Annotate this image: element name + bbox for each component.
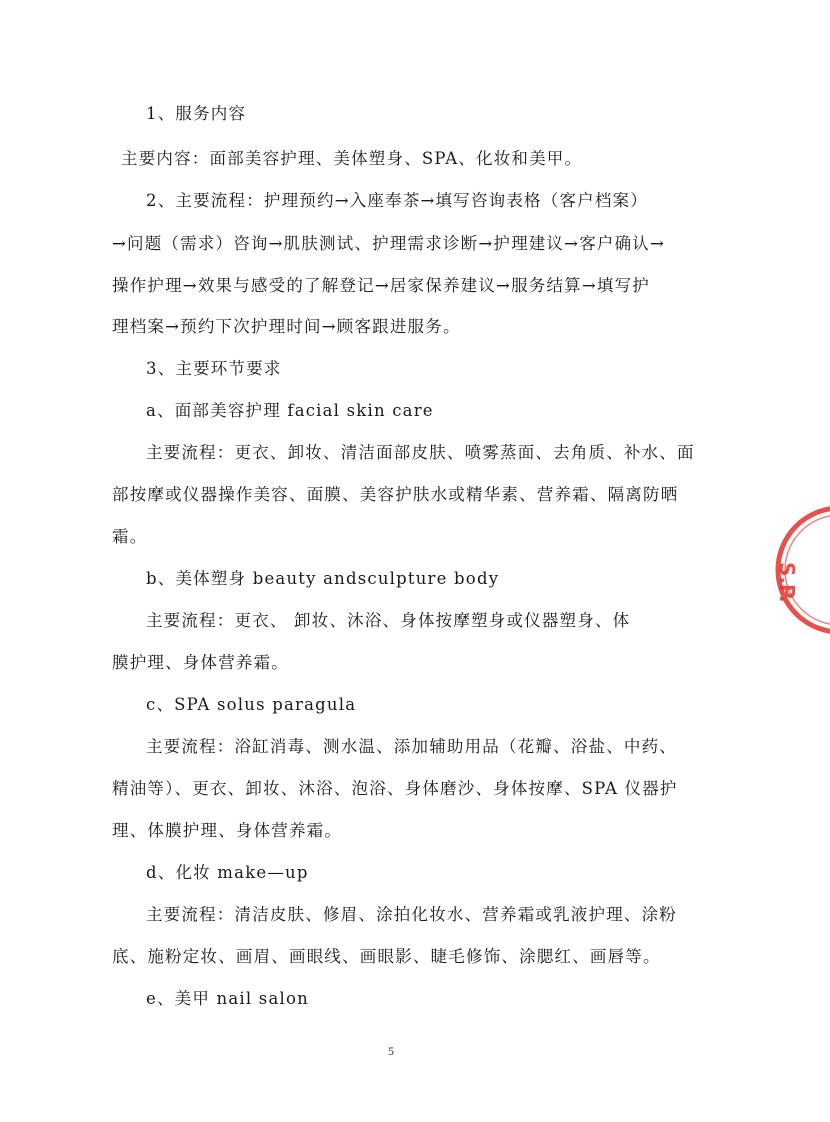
paragraph-line: 主要流程：清洁皮肤、修眉、涂拍化妆水、营养霜或乳液护理、涂粉 xyxy=(146,905,677,924)
paragraph-line: 精油等）、更衣、卸妆、沐浴、泡浴、身体磨沙、身体按摩、SPA 仪器护 xyxy=(112,779,678,798)
paragraph-line: 主要流程：浴缸消毒、测水温、添加辅助用品（花瓣、浴盐、中药、 xyxy=(146,737,677,756)
red-seal-stamp-icon xyxy=(760,495,830,645)
paragraph-line: 主要内容：面部美容护理、美体塑身、SPA、化妆和美甲。 xyxy=(121,149,583,168)
paragraph-line: 主要流程：更衣、 卸妆、沐浴、身体按摩塑身或仪器塑身、体 xyxy=(146,611,631,630)
page-number: 5 xyxy=(388,1044,394,1058)
subsection-heading-a: a、面部美容护理 facial skin care xyxy=(146,401,434,420)
subsection-heading-b: b、美体塑身 beauty andsculpture body xyxy=(146,569,500,588)
subsection-heading-c: c、SPA solus paragula xyxy=(146,695,357,714)
section-heading-3: 3、主要环节要求 xyxy=(146,359,282,378)
paragraph-line: 操作护理→效果与感受的了解登记→居家保养建议→服务结算→填写护 xyxy=(112,276,651,295)
section-heading-2: 2、主要流程：护理预约→入座奉茶→填写咨询表格（客户档案） xyxy=(146,191,648,210)
subsection-heading-e: e、美甲 nail salon xyxy=(146,989,309,1008)
paragraph-line: 理档案→预约下次护理时间→顾客跟进服务。 xyxy=(112,317,461,336)
paragraph-line: 膜护理、身体营养霜。 xyxy=(112,653,289,672)
paragraph-line: 部按摩或仪器操作美容、面膜、美容护肤水或精华素、营养霜、隔离防晒 xyxy=(112,485,679,504)
paragraph-line: →问题（需求）咨询→肌肤测试、护理需求诊断→护理建议→客户确认→ xyxy=(112,234,666,253)
paragraph-line: 霜。 xyxy=(112,527,148,546)
svg-text:S.P.: S.P. xyxy=(775,562,799,603)
paragraph-line: 底、施粉定妆、画眉、画眼线、画眼影、睫毛修饰、涂腮红、画唇等。 xyxy=(112,947,661,966)
paragraph-line: 主要流程：更衣、卸妆、清洁面部皮肤、喷雾蒸面、去角质、补水、面 xyxy=(146,443,695,462)
subsection-heading-d: d、化妆 make—up xyxy=(146,863,309,882)
section-heading-1: 1、服务内容 xyxy=(146,104,247,123)
paragraph-line: 理、体膜护理、身体营养霜。 xyxy=(112,821,343,840)
